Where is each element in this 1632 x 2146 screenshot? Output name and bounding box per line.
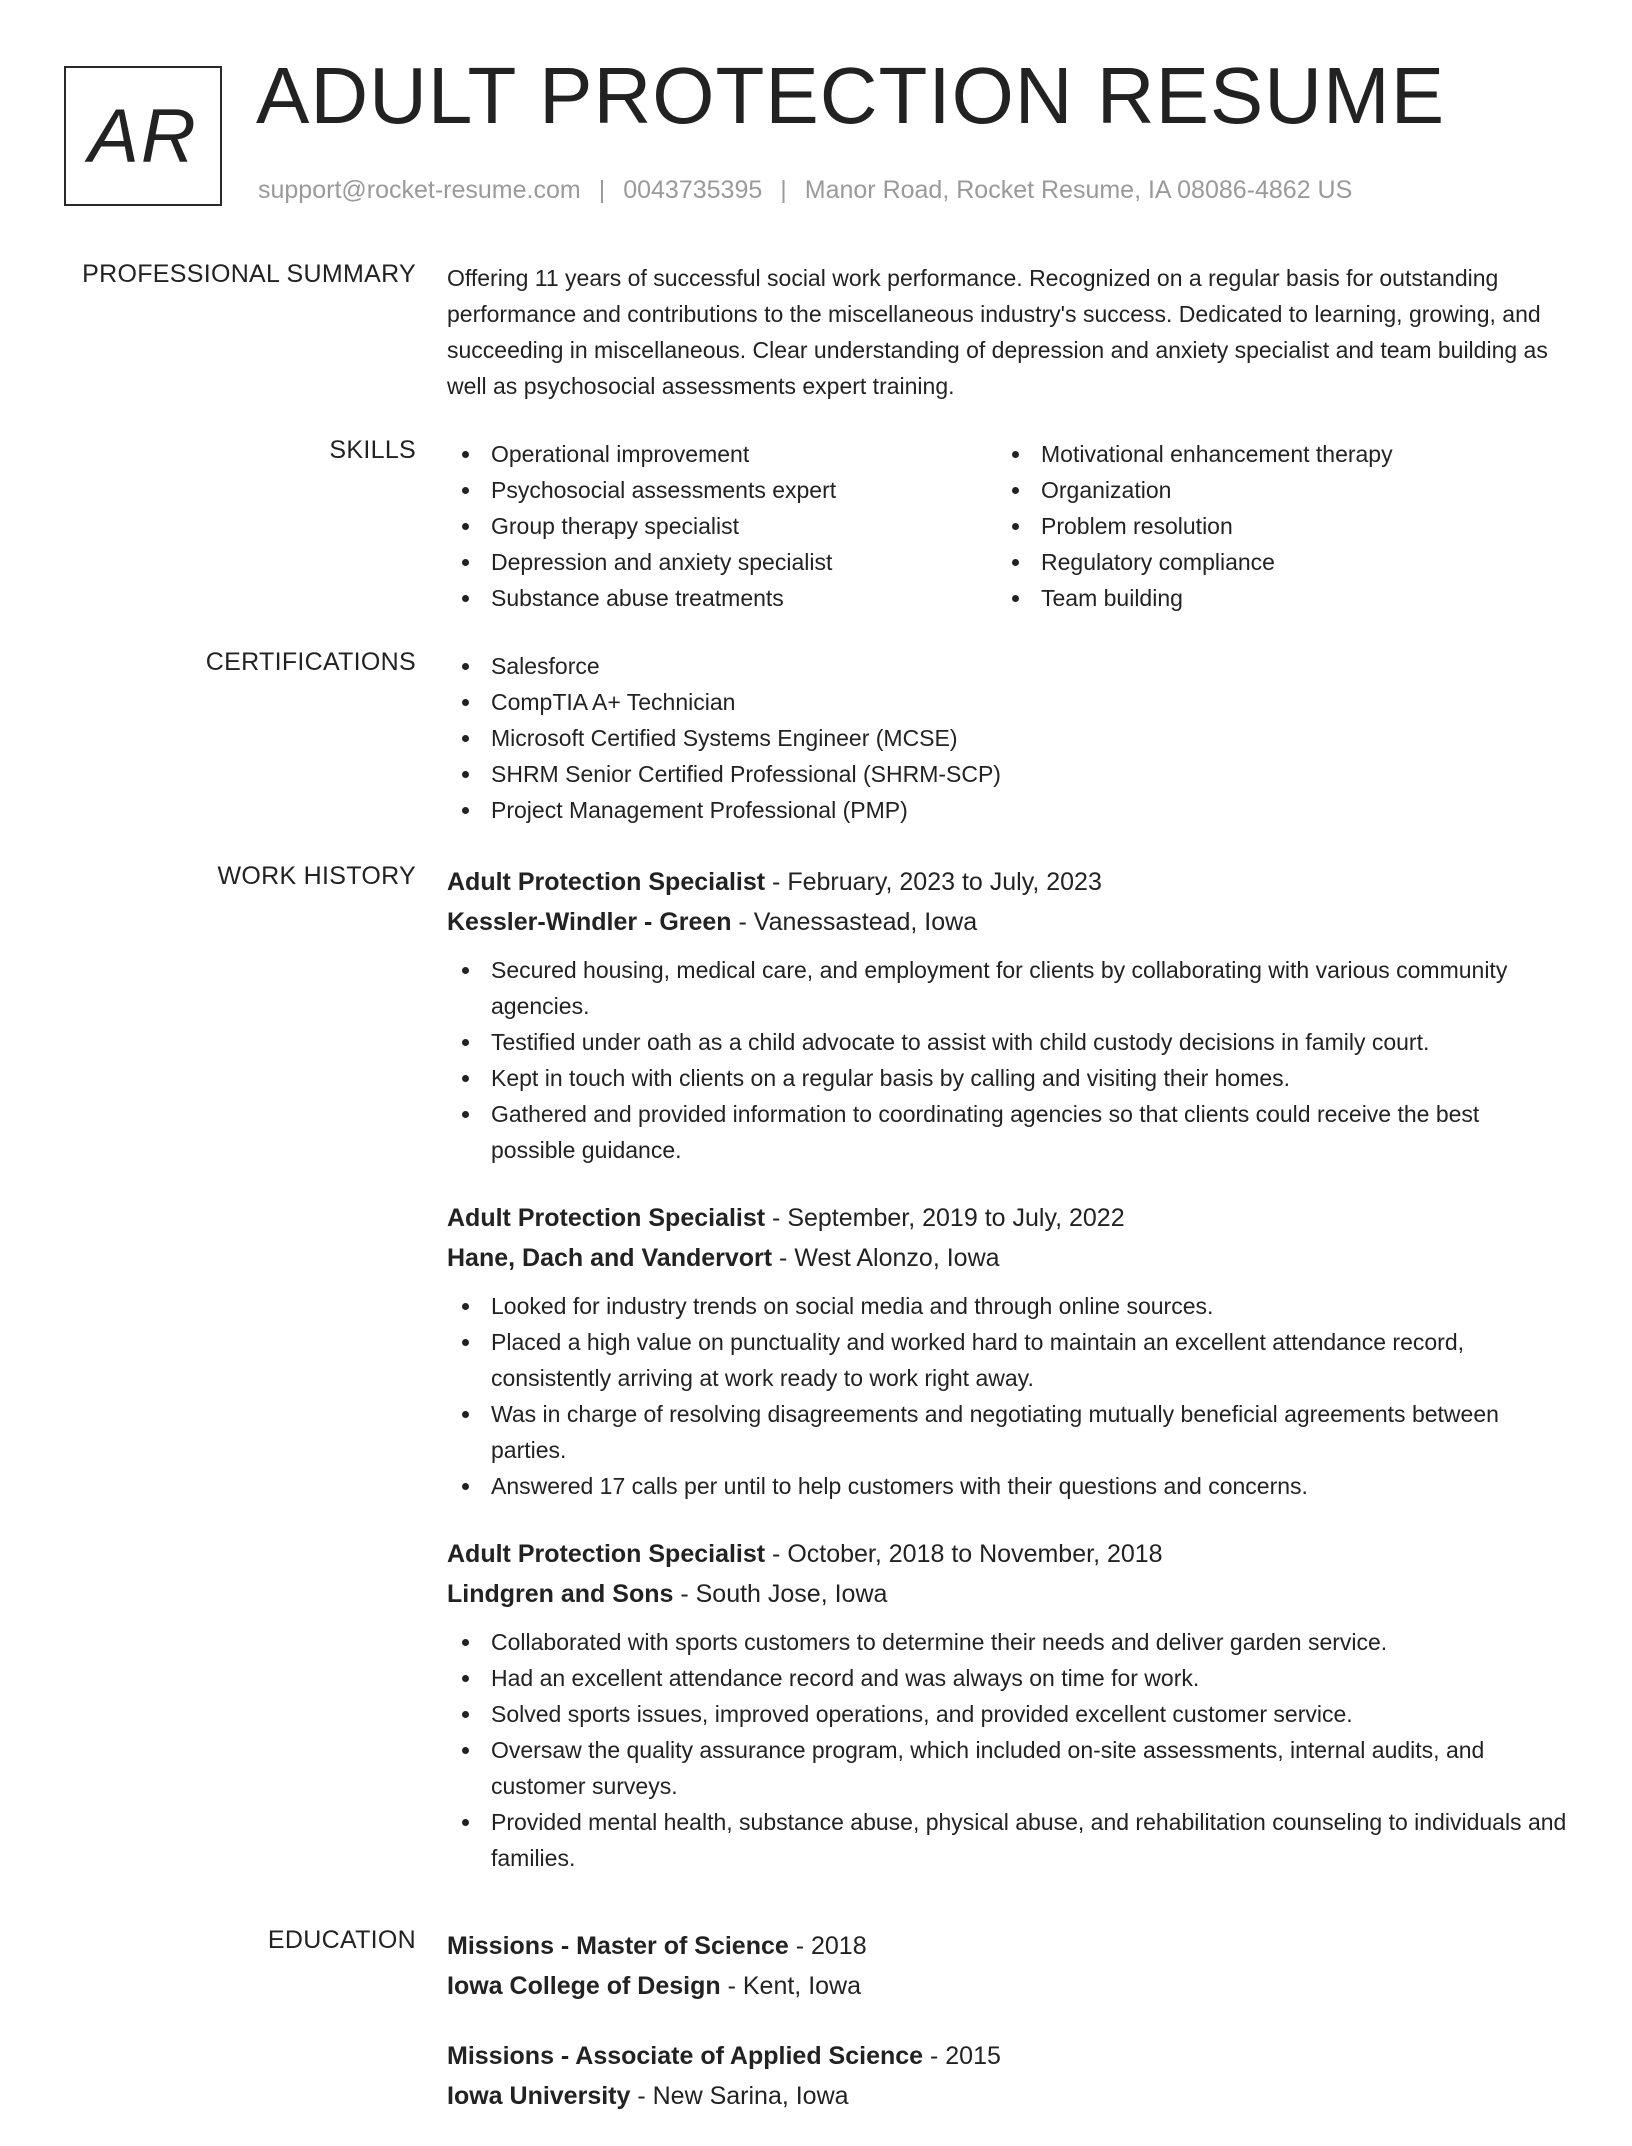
education-school-line	[447, 2076, 1567, 2116]
certification-item: Microsoft Certified Systems Engineer (MCSE)	[447, 720, 1567, 756]
certification-item: SHRM Senior Certified Professional (SHRM-SCP)	[447, 756, 1567, 792]
job-entry	[447, 1534, 1567, 1876]
education-degree: Missions - Master of Science	[447, 1932, 789, 1960]
skill-item: Psychosocial assessments expert	[447, 472, 997, 508]
education-heading	[447, 2036, 1567, 2076]
job-bullet: Oversaw the quality assurance program, which included on-site assessments, internal audits, and customer surveys.	[447, 1732, 1567, 1804]
job-bullet: Was in charge of resolving disagreements and negotiating mutually beneficial agreements between parties.	[447, 1396, 1567, 1468]
job-employer	[447, 1574, 1567, 1614]
job-bullet: Had an excellent attendance record and was always on time for work.	[447, 1660, 1567, 1696]
education-school-line	[447, 1966, 1567, 2006]
education-location: - New Sarina, Iowa	[630, 2082, 849, 2110]
skill-item: Substance abuse treatments	[447, 580, 997, 616]
job-dates: - October, 2018 to November, 2018	[765, 1540, 1163, 1568]
certifications-label: CERTIFICATIONS	[205, 648, 416, 676]
job-title: Adult Protection Specialist	[447, 1540, 766, 1568]
job-bullet: Collaborated with sports customers to determine their needs and deliver garden service.	[447, 1624, 1567, 1660]
job-bullet: Solved sports issues, improved operations, and provided excellent customer service.	[447, 1696, 1567, 1732]
job-entry	[447, 862, 1567, 1168]
job-location: - South Jose, Iowa	[673, 1580, 888, 1608]
job-heading	[447, 1534, 1567, 1574]
skill-item: Organization	[997, 472, 1547, 508]
job-title: Adult Protection Specialist	[447, 868, 766, 896]
job-dates: - February, 2023 to July, 2023	[765, 868, 1102, 896]
job-bullet: Secured housing, medical care, and employment for clients by collaborating with various community agencies.	[447, 952, 1567, 1024]
contact-phone[interactable]: 0043735395	[623, 176, 763, 204]
summary-text: Offering 11 years of successful social work performance. Recognized on a regular basis for outstanding performance and contributions to the miscellaneous industry's success. Dedicated to learning, growing, and succeeding in miscellaneous. Clear understanding of depression and anxiety specialist and team building as well as psychosocial assessments expert training.	[447, 265, 1548, 399]
job-title: Adult Protection Specialist	[447, 1204, 766, 1232]
education-label: EDUCATION	[267, 1926, 416, 1954]
education-entry	[447, 2036, 1567, 2116]
job-employer	[447, 902, 1567, 942]
education-location: - Kent, Iowa	[720, 1972, 862, 2000]
work-history-body	[447, 862, 1567, 1906]
education-year: - 2015	[923, 2042, 1001, 2070]
education-entry	[447, 1926, 1567, 2006]
skill-item: Problem resolution	[997, 508, 1547, 544]
contact-separator: |	[598, 176, 606, 204]
job-bullet: Provided mental health, substance abuse, physical abuse, and rehabilitation counseling to individuals and families.	[447, 1804, 1567, 1876]
job-heading	[447, 862, 1567, 902]
job-entry	[447, 1198, 1567, 1504]
job-bullet: Gathered and provided information to coordinating agencies so that clients could receive the best possible guidance.	[447, 1096, 1567, 1168]
job-location: - West Alonzo, Iowa	[772, 1244, 1000, 1272]
job-bullets	[447, 1288, 1567, 1504]
monogram-badge: AR	[64, 66, 222, 206]
job-employer	[447, 1238, 1567, 1278]
job-bullet: Answered 17 calls per until to help customers with their questions and concerns.	[447, 1468, 1567, 1504]
skill-item: Regulatory compliance	[997, 544, 1547, 580]
job-bullet: Testified under oath as a child advocate to assist with child custody decisions in family court.	[447, 1024, 1567, 1060]
skills-list-left	[447, 436, 997, 616]
job-dates: - September, 2019 to July, 2022	[765, 1204, 1125, 1232]
skill-item: Depression and anxiety specialist	[447, 544, 997, 580]
education-body	[447, 1926, 1567, 2146]
job-bullet: Looked for industry trends on social media and through online sources.	[447, 1288, 1567, 1324]
work-history-label: WORK HISTORY	[217, 862, 416, 890]
job-location: - Vanessastead, Iowa	[731, 908, 978, 936]
education-school: Iowa University	[447, 2082, 631, 2110]
job-company: Lindgren and Sons	[447, 1580, 674, 1608]
job-heading	[447, 1198, 1567, 1238]
certification-item: Project Management Professional (PMP)	[447, 792, 1567, 828]
job-bullets	[447, 952, 1567, 1168]
job-bullets	[447, 1624, 1567, 1876]
contact-email[interactable]: support@rocket-resume.com	[258, 176, 581, 204]
education-school: Iowa College of Design	[447, 1972, 721, 2000]
skills-grid	[447, 436, 1567, 616]
job-company: Kessler-Windler - Green	[447, 908, 732, 936]
skill-item: Motivational enhancement therapy	[997, 436, 1547, 472]
certifications-body	[447, 648, 1567, 828]
education-degree: Missions - Associate of Applied Science	[447, 2042, 924, 2070]
contact-address: Manor Road, Rocket Resume, IA 08086-4862 US	[804, 176, 1353, 204]
education-heading	[447, 1926, 1567, 1966]
certification-item: CompTIA A+ Technician	[447, 684, 1567, 720]
skills-label: SKILLS	[329, 436, 416, 464]
certifications-list	[447, 648, 1567, 828]
skill-item: Group therapy specialist	[447, 508, 997, 544]
job-bullet: Kept in touch with clients on a regular basis by calling and visiting their homes.	[447, 1060, 1567, 1096]
summary-label: PROFESSIONAL SUMMARY	[82, 260, 416, 288]
education-year: - 2018	[788, 1932, 867, 1960]
job-bullet: Placed a high value on punctuality and worked hard to maintain an excellent attendance record, consistently arriving at work ready to work right away.	[447, 1324, 1567, 1396]
contact-separator: |	[780, 176, 787, 204]
resume-title: ADULT PROTECTION RESUME	[256, 51, 1446, 140]
skill-item: Team building	[997, 580, 1547, 616]
certification-item: Salesforce	[447, 648, 1567, 684]
job-company: Hane, Dach and Vandervort	[447, 1244, 773, 1272]
skills-list-right	[997, 436, 1547, 616]
skill-item: Operational improvement	[447, 436, 997, 472]
contact-line	[258, 176, 1352, 205]
